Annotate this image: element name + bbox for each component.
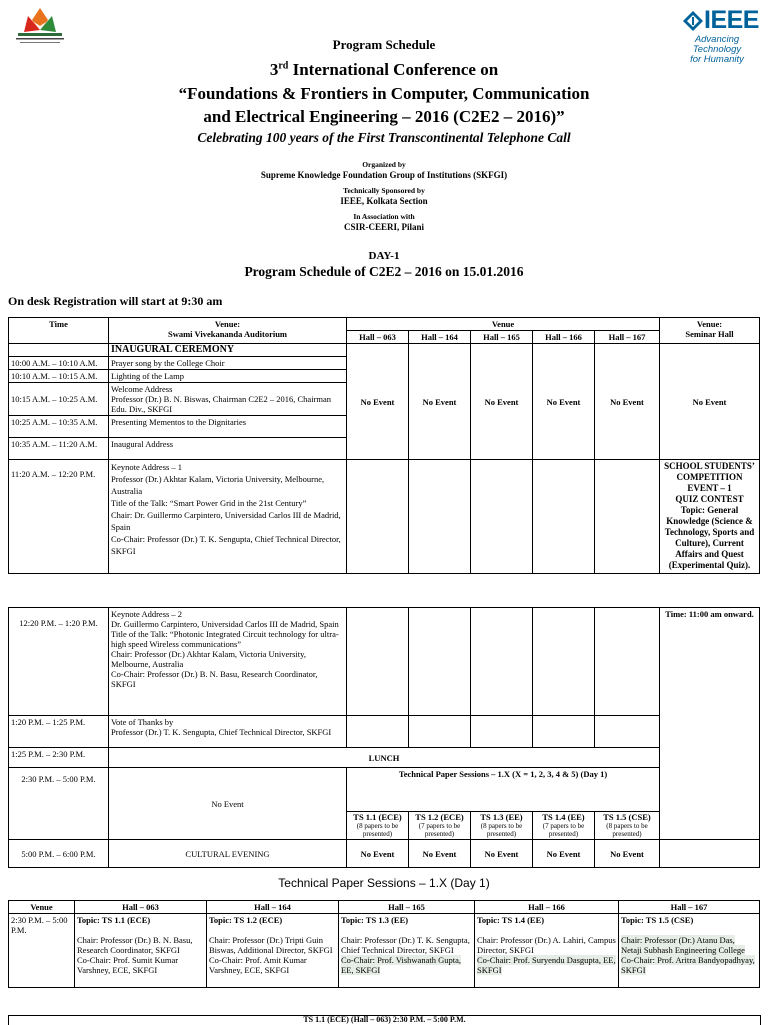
empty-cell — [471, 460, 533, 574]
tps-header-cell: Technical Paper Sessions – 1.X (X = 1, 2, 3, 4 & 5) (Day 1) — [347, 768, 660, 812]
session-cell: TS 1.3 (EE) (8 papers to be presented) — [471, 812, 533, 840]
hall-header: Hall – 164 — [409, 331, 471, 344]
hall-header: Hall – 167 — [619, 901, 760, 914]
event-cell: Presenting Mementos to the Dignitaries — [109, 416, 347, 438]
time-cell: 1:25 P.M. – 2:30 P.M. — [9, 748, 109, 768]
no-event-cell: No Event — [595, 344, 660, 460]
time-cell: 10:10 A.M. – 10:15 A.M. — [9, 370, 109, 383]
conference-title-line2: “Foundations & Frontiers in Computer, Communication — [178, 84, 590, 103]
hall-header: Hall – 165 — [471, 331, 533, 344]
organized-value: Supreme Knowledge Foundation Group of Institutions (SKFGI) — [260, 170, 508, 180]
skfgi-logo — [10, 6, 70, 62]
venue-header: Venue — [347, 318, 660, 331]
empty-cell — [533, 460, 595, 574]
topic-cell: Topic: TS 1.2 (ECE) Chair: Professor (Dr.) Tripti Guin Biswas, Additional Director, SKFGI Co-Chair: Prof. Amit Kumar Varshney, ECE, SKFGI — [207, 914, 339, 988]
venue-header: Venue — [9, 901, 75, 914]
hall-header: Hall – 166 — [475, 901, 619, 914]
empty-cell — [409, 608, 471, 716]
hall-header: Hall – 167 — [595, 331, 660, 344]
event-cell: Prayer song by the College Choir — [109, 357, 347, 370]
event-cell: Lighting of the Lamp — [109, 370, 347, 383]
no-event-cell: No Event — [409, 840, 471, 868]
time-cell: 10:15 A.M. – 10:25 A.M. — [9, 383, 109, 416]
next-table-heading: TS 1.1 (ECE) (Hall – 063) 2:30 P.M. – 5:00 P.M. — [303, 1015, 466, 1024]
no-event-cell: No Event — [533, 344, 595, 460]
event-cell: Vote of Thanks by Professor (Dr.) T. K. Sengupta, Chief Technical Director, SKFGI — [109, 716, 347, 748]
time-cell: 10:35 A.M. – 11:20 A.M. — [9, 438, 109, 460]
time-cell: 10:25 A.M. – 10:35 A.M. — [9, 416, 109, 438]
time-cell: 10:00 A.M. – 10:10 A.M. — [9, 357, 109, 370]
no-event-cell: No Event — [660, 344, 760, 460]
tps-section-title: Technical Paper Sessions – 1.X (Day 1) — [278, 876, 490, 890]
ieee-diamond-icon — [682, 10, 704, 32]
skfgi-emblem-icon — [10, 6, 70, 62]
empty-cell — [660, 840, 760, 868]
event-cell: Welcome Address Professor (Dr.) B. N. Biswas, Chairman C2E2 – 2016, Chairman Edu. Div., SKFGI — [109, 383, 347, 416]
auditorium-header: Venue: Swami Vivekananda Auditorium — [109, 318, 347, 344]
event-cell: CULTURAL EVENING — [109, 840, 347, 868]
time-cell — [9, 344, 109, 357]
day-label: DAY-1 — [368, 250, 400, 262]
no-event-cell: No Event — [471, 344, 533, 460]
no-event-cell: No Event — [533, 840, 595, 868]
hall-header: Hall – 063 — [75, 901, 207, 914]
topic-cell: Topic: TS 1.1 (ECE) Chair: Professor (Dr.) B. N. Basu, Research Coordinator, SKFGI Co-Chair: Prof. Sumit Kumar Varshney, ECE, SKFGI — [75, 914, 207, 988]
time-cell: 2:30 P.M. – 5:00 P.M. — [9, 768, 109, 840]
time-cell: 2:30 P.M. – 5:00 P.M. — [9, 914, 75, 988]
hall-header: Hall – 063 — [347, 331, 409, 344]
no-event-cell: No Event — [109, 768, 347, 840]
ieee-tagline-1: Advancing Technology — [692, 34, 742, 55]
time-cell: 11:20 A.M. – 12:20 P.M. — [9, 460, 109, 574]
time-cell: 12:20 P.M. – 1:20 P.M. — [9, 608, 109, 716]
empty-cell — [471, 608, 533, 716]
quiz-contest-cell: SCHOOL STUDENTS’ COMPETITION EVENT – 1 QUIZ CONTEST Topic: General Knowledge (Science & Technology, Sports and Culture), Current Affairs and Quest (Experimental Quiz). — [660, 460, 760, 574]
empty-cell — [533, 608, 595, 716]
empty-cell — [347, 608, 409, 716]
time-cell: 5:00 P.M. – 6:00 P.M. — [9, 840, 109, 868]
no-event-cell: No Event — [347, 840, 409, 868]
no-event-cell: No Event — [409, 344, 471, 460]
schedule-table-1 — [8, 317, 760, 574]
sponsored-label: Technically Sponsored by — [343, 186, 425, 195]
session-cell: TS 1.1 (ECE) (8 papers to be presented) — [347, 812, 409, 840]
lunch-cell: LUNCH — [109, 748, 660, 768]
schedule-table-2 — [8, 607, 760, 868]
time-cell: 1:20 P.M. – 1:25 P.M. — [9, 716, 109, 748]
registration-note: On desk Registration will start at 9:30 am — [8, 294, 223, 308]
no-event-cell: No Event — [595, 840, 660, 868]
sponsored-value: IEEE, Kolkata Section — [340, 196, 428, 206]
ieee-wordmark: IEEE — [704, 6, 759, 34]
no-event-cell: No Event — [471, 840, 533, 868]
program-schedule-heading: Program Schedule — [332, 37, 436, 52]
empty-cell — [533, 716, 595, 748]
conference-title-line1: 3rd International Conference on — [269, 60, 499, 79]
seminar-time-cell: Time: 11:00 am onward. — [660, 608, 760, 840]
empty-cell — [595, 460, 660, 574]
hall-header: Hall – 166 — [533, 331, 595, 344]
empty-cell — [347, 716, 409, 748]
inaugural-heading: INAUGURAL CEREMONY — [109, 344, 347, 357]
event-cell: Keynote Address – 1 Professor (Dr.) Akhtar Kalam, Victoria University, Melbourne, Australia Title of the Talk: “Smart Power Grid in the 21st Century” Chair: Dr. Guillermo Carpintero, Universidad Carlos III de Madrid, Spain Co-Chair: Professor (Dr.) T. K. Sengupta, Chief Technical Director, SKFGI — [109, 460, 347, 574]
event-cell: Inaugural Address — [109, 438, 347, 460]
celebration-subtitle: Celebrating 100 years of the First Transcontinental Telephone Call — [197, 130, 571, 145]
seminar-hall-header: Venue: Seminar Hall — [660, 318, 760, 344]
empty-cell — [595, 716, 660, 748]
time-header: Time — [9, 318, 109, 344]
topic-cell: Topic: TS 1.4 (EE) Chair: Professor (Dr.) A. Lahiri, Campus Director, SKFGI Co-Chair: Prof. Suryendu Dasgupta, EE, SKFGI — [475, 914, 619, 988]
session-cell: TS 1.4 (EE) (7 papers to be presented) — [533, 812, 595, 840]
hall-header: Hall – 164 — [207, 901, 339, 914]
association-label: In Association with — [353, 212, 415, 221]
ieee-tagline-2: for Humanity — [690, 54, 744, 65]
organized-label: Organized by — [362, 160, 406, 169]
program-date-heading: Program Schedule of C2E2 – 2016 on 15.01.2016 — [244, 264, 524, 279]
tps-table — [8, 900, 760, 988]
empty-cell — [471, 716, 533, 748]
event-cell: Keynote Address – 2 Dr. Guillermo Carpintero, Universidad Carlos III de Madrid, Spain Title of the Talk: “Photonic Integrated Circuit technology for ultra-high speed Wireless communications” Chair: Professor (Dr.) Akhtar Kalam, Victoria University, Melbourne, Australia Co-Chair: Professor (Dr.) B. N. Basu, Research Coordinator, SKFGI — [109, 608, 347, 716]
conference-title-line3: and Electrical Engineering – 2016 (C2E2 – 2016)” — [203, 107, 565, 126]
topic-cell: Topic: TS 1.5 (CSE) Chair: Professor (Dr.) Atanu Das, Netaji Subhash Engineering College Co-Chair: Prof. Aritra Bandyopadhyay, SKFGI — [619, 914, 760, 988]
empty-cell — [347, 460, 409, 574]
association-value: CSIR-CEERI, Pilani — [343, 222, 424, 232]
session-cell: TS 1.5 (CSE) (8 papers to be presented) — [595, 812, 660, 840]
topic-cell: Topic: TS 1.3 (EE) Chair: Professor (Dr.) T. K. Sengupta, Chief Technical Director, SKFGI Co-Chair: Prof. Vishwanath Gupta, EE, SKFGI — [339, 914, 475, 988]
hall-header: Hall – 165 — [339, 901, 475, 914]
no-event-cell: No Event — [347, 344, 409, 460]
empty-cell — [409, 460, 471, 574]
empty-cell — [595, 608, 660, 716]
session-cell: TS 1.2 (ECE) (7 papers to be presented) — [409, 812, 471, 840]
empty-cell — [409, 716, 471, 748]
